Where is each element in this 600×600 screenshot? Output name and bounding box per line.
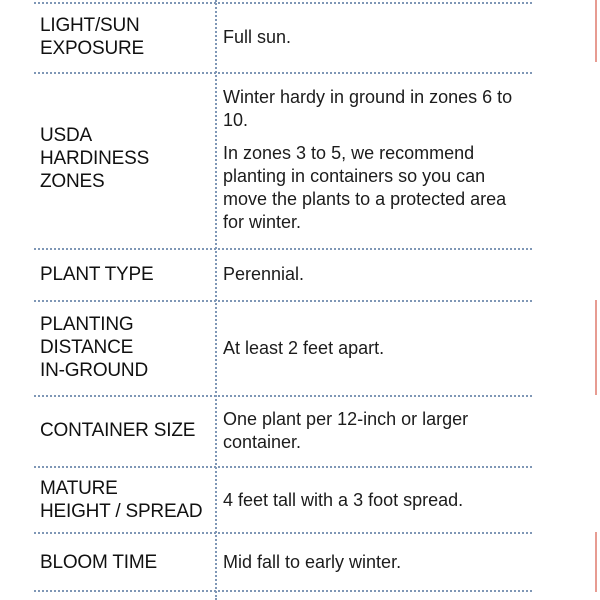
value-paragraph: In zones 3 to 5, we recommend planting in containers so you can move the plants to a protected area for winter. [223,143,507,232]
row-label-usda-hardiness-zones [40,124,212,193]
edge-accent [595,300,597,395]
label-line: HARDINESS [40,148,150,169]
label-line: ZONES [40,171,105,192]
row-value-mature-height-spread [223,489,523,512]
row-value-container-size [223,408,508,454]
edge-accent [595,532,597,592]
label-line: HEIGHT / SPREAD [40,501,203,522]
label-line: IN-GROUND [40,360,148,381]
edge-accent [595,0,597,62]
value-paragraph: Perennial. [223,264,305,284]
row-value-light-sun-exposure [223,26,523,49]
value-paragraph: Full sun. [223,27,292,47]
value-paragraph: One plant per 12-inch or larger container. [223,409,469,452]
row-value-planting-distance [223,337,523,360]
row-separator [34,466,532,468]
row-label-container-size [40,419,212,442]
row-separator [34,300,532,302]
row-label-bloom-time [40,551,212,574]
row-separator [34,2,532,4]
label-line: MATURE [40,478,118,499]
row-value-plant-type [223,263,523,286]
row-separator [34,395,532,397]
row-separator [34,248,532,250]
value-paragraph: 4 feet tall with a 3 foot spread. [223,490,464,510]
row-separator [34,72,532,74]
row-label-planting-distance [40,313,212,382]
row-label-mature-height-spread [40,477,216,523]
row-value-usda-hardiness-zones [223,86,513,234]
value-paragraph: Winter hardy in ground in zones 6 to 10. [223,87,513,130]
row-separator [34,532,532,534]
label-line: CONTAINER SIZE [40,420,196,441]
row-label-plant-type [40,263,212,286]
label-line: BLOOM TIME [40,552,157,573]
label-line: PLANT TYPE [40,264,154,285]
row-value-bloom-time [223,551,523,574]
label-line: DISTANCE [40,337,134,358]
label-line: LIGHT/SUN [40,15,140,36]
label-line: PLANTING [40,314,134,335]
value-paragraph: Mid fall to early winter. [223,552,402,572]
row-label-light-sun-exposure [40,14,212,60]
value-paragraph: At least 2 feet apart. [223,338,385,358]
label-line: EXPOSURE [40,38,144,59]
label-line: USDA [40,125,92,146]
row-separator [34,590,532,592]
